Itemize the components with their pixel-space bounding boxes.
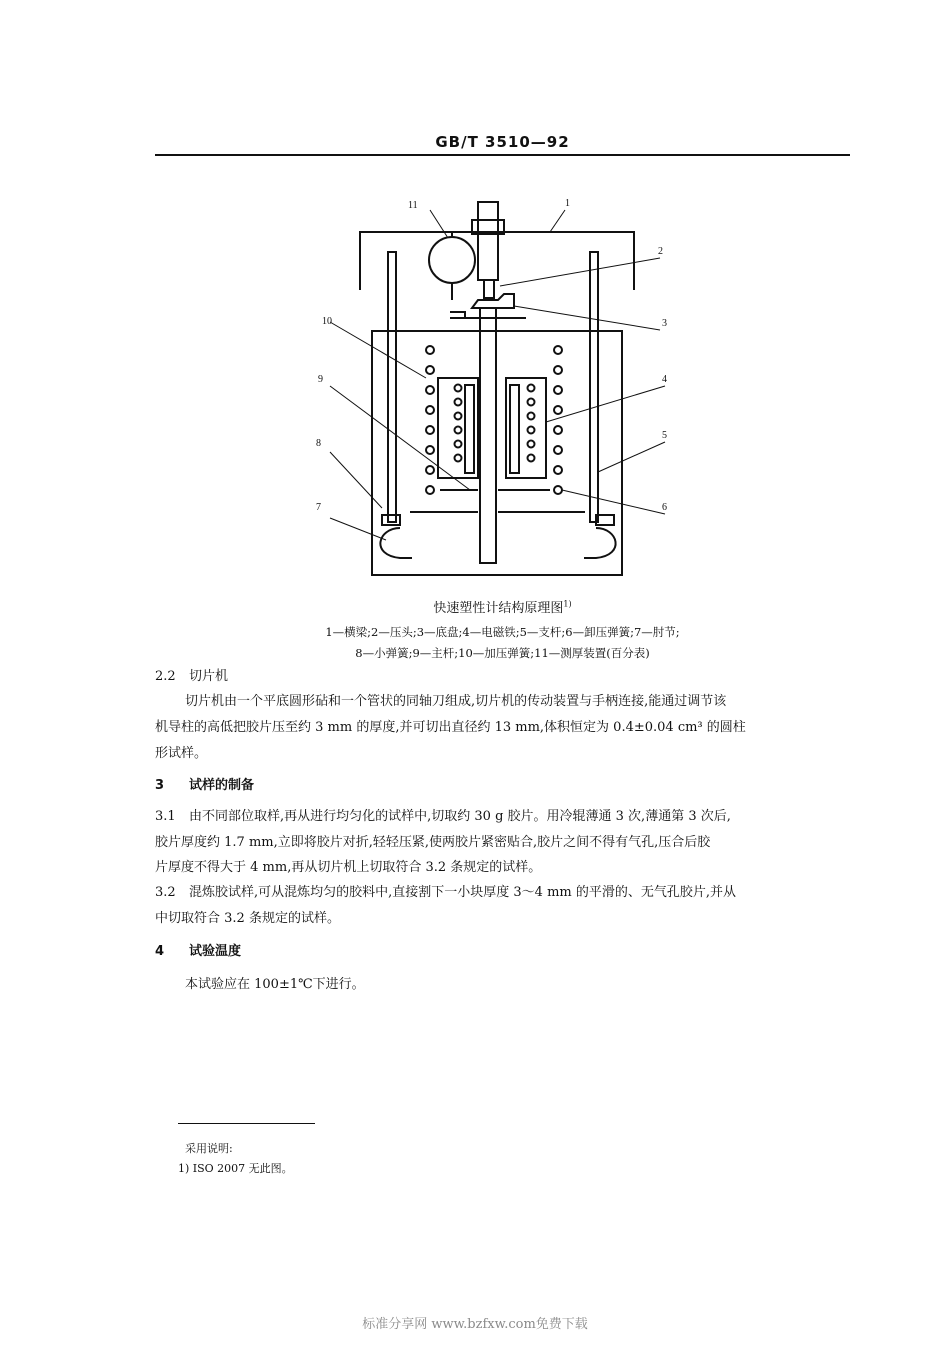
callout-8: 8 xyxy=(316,438,321,449)
support-rod-right xyxy=(590,252,598,522)
footnote-text: 1) ISO 2007 无此图。 xyxy=(178,1162,293,1175)
callout-10: 10 xyxy=(322,316,332,327)
paragraph-line: 片厚度不得大于 4 mm,再从切片机上切取符合 3.2 条规定的试样。 xyxy=(155,860,542,875)
plastometer-diagram xyxy=(300,190,700,590)
section-number: 3 xyxy=(155,778,165,793)
header-rule xyxy=(155,154,850,156)
section-3-heading xyxy=(155,774,254,793)
callout-4: 4 xyxy=(662,374,667,385)
section-2-2-heading xyxy=(155,664,228,690)
toggle-right xyxy=(584,528,616,558)
section-3-1-line xyxy=(155,804,731,830)
caption-footnote-ref: 1) xyxy=(563,599,572,609)
callout-6: 6 xyxy=(662,502,667,513)
paragraph-line: 切片机由一个平底圆形砧和一个管状的同轴刀组成,切片机的传动装置与手柄连接,能通过调节该 xyxy=(185,694,727,709)
toggle-left xyxy=(380,528,412,558)
callout-7: 7 xyxy=(316,502,321,513)
clause-number: 3.1 xyxy=(155,809,176,824)
paragraph-line: 混炼胶试样,可从混炼均匀的胶料中,直接割下一小块厚度 3～4 mm 的平滑的、无气孔胶片,并从 xyxy=(189,885,736,900)
paragraph-line: 本试验应在 100±1℃下进行。 xyxy=(185,977,365,992)
paragraph-line: 形试样。 xyxy=(155,746,208,761)
callout-2: 2 xyxy=(658,246,663,257)
section-title: 试验温度 xyxy=(189,944,242,959)
clause-number: 3.2 xyxy=(155,885,176,900)
footnote-label: 采用说明: xyxy=(185,1142,233,1155)
section-title: 试样的制备 xyxy=(189,778,255,793)
standard-header: GB/T 3510—92 xyxy=(435,133,570,151)
footnote-rule xyxy=(178,1123,315,1124)
section-number: 4 xyxy=(155,944,165,959)
legend-line-1: 1—横梁;2—压头;3—底盘;4—电磁铁;5—支杆;6—卸压弹簧;7—肘节; xyxy=(325,625,680,639)
paragraph-line: 胶片厚度约 1.7 mm,立即将胶片对折,轻轻压紧,使两胶片紧密贴合,胶片之间不得有气孔,压合后胶 xyxy=(155,835,711,850)
legend-line-2: 8—小弹簧;9—主杆;10—加压弹簧;11—测厚装置(百分表) xyxy=(355,646,650,660)
press-head xyxy=(478,202,498,280)
callout-3: 3 xyxy=(662,318,667,329)
electromagnet-right xyxy=(506,378,546,478)
caption-text: 快速塑性计结构原理图 xyxy=(433,601,564,616)
watermark-footer: 标准分享网 www.bzfxw.com免费下载 xyxy=(362,1317,588,1332)
section-3-2-line xyxy=(155,880,736,906)
callout-9: 9 xyxy=(318,374,323,385)
paragraph-line: 由不同部位取样,再从进行均匀化的试样中,切取约 30 g 胶片。用冷辊薄通 3 次,薄通第 3 次后, xyxy=(189,809,731,824)
support-rod-left xyxy=(388,252,396,522)
callout-5: 5 xyxy=(662,430,667,441)
section-4-heading xyxy=(155,940,241,959)
callout-11: 11 xyxy=(408,200,418,211)
paragraph-line: 中切取符合 3.2 条规定的试样。 xyxy=(155,911,340,926)
figure-caption xyxy=(155,597,850,616)
main-rod xyxy=(480,308,496,563)
dial-gauge xyxy=(429,237,475,283)
paragraph-line: 机导柱的高低把胶片压至约 3 mm 的厚度,并可切出直径约 13 mm,体积恒定为 0.4±0.04 cm³ 的圆柱 xyxy=(155,720,746,735)
section-title: 切片机 xyxy=(189,669,229,684)
section-number: 2.2 xyxy=(155,669,176,684)
callout-1: 1 xyxy=(565,198,570,209)
